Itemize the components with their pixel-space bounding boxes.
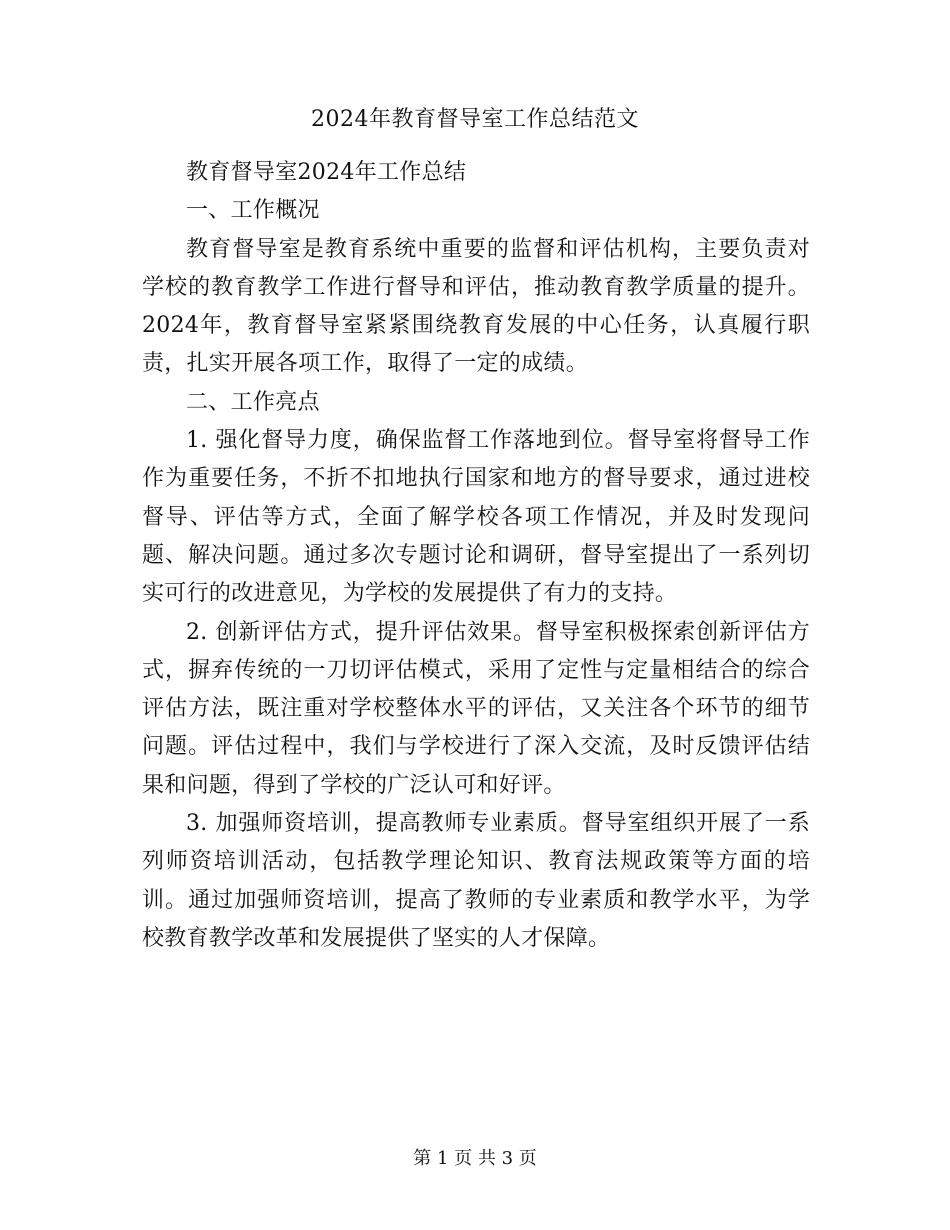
section-heading-overview: 一、工作概况 <box>186 198 320 224</box>
overview-paragraph: 教育督导室是教育系统中重要的监督和评估机构，主要负责对学校的教育教学工作进行督导和评估，推动教育教学质量的提升。2024年，教育督导室紧紧围绕教育发展的中心任务，认真履行职责，扎实开展各项工作，取得了一定的成绩。 <box>142 236 810 377</box>
highlight-item-3: 3. 加强师资培训，提高教师专业素质。督导室组织开展了一系列师资培训活动，包括教学理论知识、教育法规政策等方面的培训。通过加强师资培训，提高了教师的专业素质和教学水平，为学校教育教学改革和发展提供了坚实的人才保障。 <box>142 811 810 951</box>
highlight-item-1: 1. 强化督导力度，确保监督工作落地到位。督导室将督导工作作为重要任务，不折不扣地执行国家和地方的督导要求，通过进校督导、评估等方式，全面了解学校各项工作情况，并及时发现问题、解决问题。通过多次专题讨论和调研，督导室提出了一系列切实可行的改进意见，为学校的发展提供了有力的支持。 <box>142 428 810 607</box>
page-number-footer: 第 1 页 共 3 页 <box>413 1148 537 1169</box>
highlight-item-2: 2. 创新评估方式，提升评估效果。督导室积极探索创新评估方式，摒弃传统的一刀切评估模式，采用了定性与定量相结合的综合评估方法，既注重对学校整体水平的评估，又关注各个环节的细节问题。评估过程中，我们与学校进行了深入交流，及时反馈评估结果和问题，得到了学校的广泛认可和好评。 <box>142 619 810 798</box>
document-title: 2024年教育督导室工作总结范文 <box>311 107 639 132</box>
document-body <box>142 154 810 958</box>
section-heading-highlights: 二、工作亮点 <box>186 389 320 415</box>
document-subtitle: 教育督导室2024年工作总结 <box>186 160 467 185</box>
